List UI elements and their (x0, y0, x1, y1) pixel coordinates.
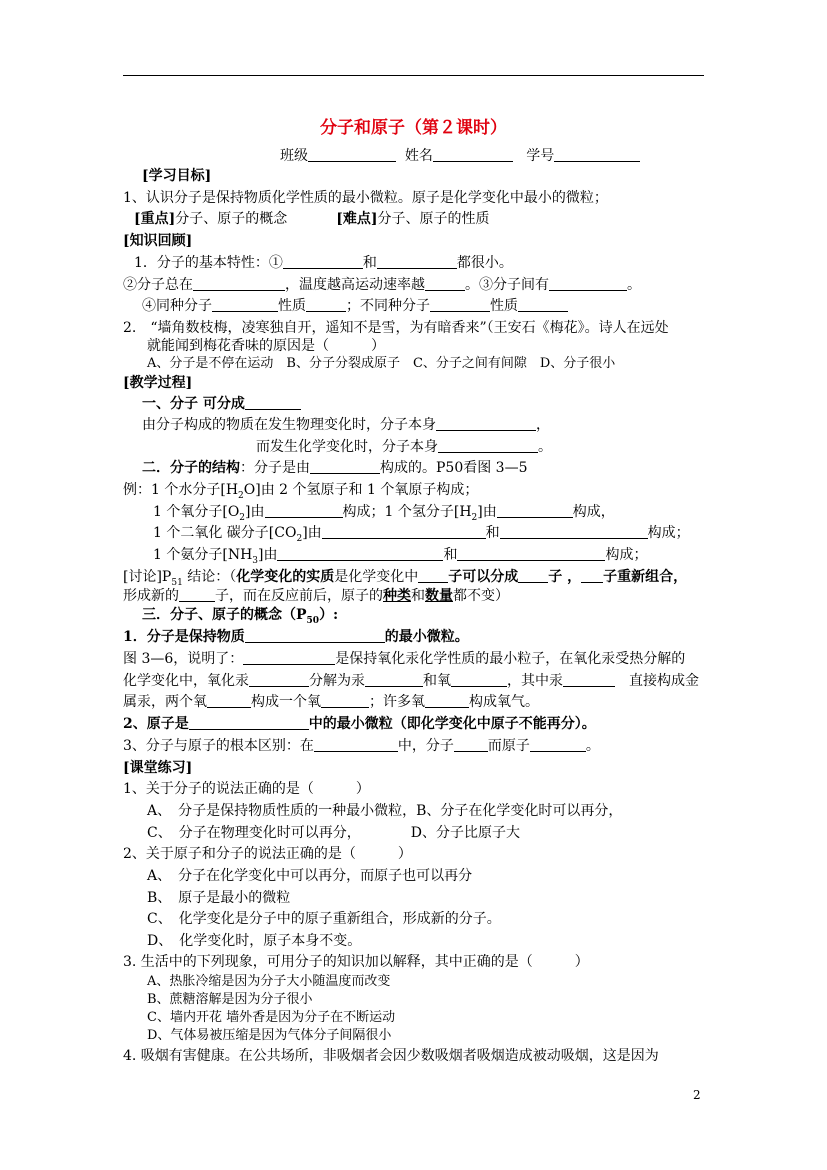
text: 是保持氧化汞化学性质的最小粒子，在氧化汞受热分解的 (335, 651, 686, 667)
text: 分解为汞 (309, 673, 365, 689)
header-rule (123, 75, 704, 76)
text: ；不同种分子 (346, 298, 430, 314)
subscript: 2 (239, 512, 246, 523)
blank[interactable] (500, 524, 648, 539)
practice-q1: 1、关于分子的说法正确的是（ ） (123, 781, 370, 797)
blank[interactable] (377, 254, 457, 269)
text: 由分子构成的物质在发生物理变化时，分子本身 (142, 417, 436, 433)
definition-atom (123, 715, 596, 733)
hard-label: [难点] (336, 211, 378, 227)
blank[interactable] (454, 737, 488, 752)
text: ：分子是由 (240, 460, 310, 476)
text: O]由 2 个氢原子和 1 个氧原子构成； (243, 482, 479, 498)
text: 都不变） (453, 588, 509, 604)
subscript: 2 (471, 512, 478, 523)
text: 构成；1 个氢分子[H (342, 504, 472, 520)
blank[interactable] (549, 276, 627, 291)
text: 和 (362, 255, 377, 271)
text: 而原子 (487, 738, 530, 754)
number-label: 学号 (526, 148, 555, 164)
text: 和 (485, 525, 500, 541)
section-practice: [课堂练习] (123, 760, 193, 776)
blank[interactable] (243, 650, 335, 665)
section-review: [知识回顾] (123, 233, 193, 249)
blank[interactable] (418, 568, 448, 583)
blank[interactable] (438, 438, 538, 453)
review-q1-line3 (142, 297, 568, 315)
blank[interactable] (321, 693, 369, 708)
blank[interactable] (277, 546, 443, 561)
text: 而发生化学变化时，分子本身 (256, 439, 438, 455)
text: 是化学变化中 (334, 569, 419, 585)
text: 和 (443, 547, 458, 563)
difference-line (123, 737, 600, 755)
page-number: 2 (693, 1088, 701, 1102)
text: ，其中汞 (507, 673, 563, 689)
review-q2-options: A、分子是不停在运动 B、分子分裂成原子 C、分子之间有间隙 D、分子很小 (147, 356, 616, 371)
process-s1-line2 (256, 438, 552, 456)
page-title: 分子和原子（第２课时） (320, 118, 507, 138)
text: 子重新组合， (603, 569, 688, 585)
process-s3-title (142, 606, 338, 630)
practice-q1-options-cd (147, 824, 520, 842)
text: 种类 (383, 588, 411, 604)
text: 二．分子的结构 (142, 460, 240, 476)
subscript: 51 (171, 577, 183, 588)
text: 2、原子是 (123, 716, 189, 732)
practice-q3: 3. 生活中的下列现象，可用分子的知识加以解释，其中正确的是（ ） (123, 954, 589, 970)
practice-q2: 2、关于原子和分子的说法正确的是（ ） (123, 846, 412, 862)
section-process: [教学过程] (123, 375, 193, 391)
blank[interactable] (189, 715, 309, 730)
text: ]由 (245, 504, 265, 520)
text: 三．分子、原子的概念（P (142, 607, 307, 623)
practice-q3-option-a: A、热胀冷缩是因为分子大小随温度而改变 (147, 974, 391, 989)
text: 。③分子间有 (465, 277, 549, 293)
review-q2-line1: 2. “墙角数枝梅，凌寒独自开，遥知不是雪，为有暗香来”（王安石《梅花》。诗人在远处 (123, 320, 669, 336)
text: 构成的。P50看图 3—5 (380, 460, 528, 476)
text: 例：1 个水分子[H (123, 482, 239, 498)
blank[interactable] (314, 737, 398, 752)
blank[interactable] (430, 297, 490, 312)
subscript: 2 (296, 533, 303, 544)
text: 1 个氨分子[NH (153, 547, 253, 563)
text: ]由 (477, 504, 497, 520)
class-label: 班级 (280, 148, 308, 164)
text: 1 个氧分子[O (153, 504, 240, 520)
practice-q4: 4. 吸烟有害健康。在公共场所，非吸烟者会因少数吸烟者吸烟造成被动吸烟，这是因为 (123, 1048, 659, 1064)
text: 。 (538, 439, 552, 455)
goal-item-1: 1、认识分子是保持物质化学性质的最小微粒。原子是化学变化中最小的微粒； (123, 190, 608, 206)
blank[interactable] (245, 628, 385, 643)
blank[interactable] (581, 568, 603, 583)
blank[interactable] (283, 254, 363, 269)
text: 。 (627, 277, 641, 293)
review-q1-line1 (134, 254, 513, 272)
blank[interactable] (310, 459, 380, 474)
name-field[interactable] (433, 147, 513, 162)
blank[interactable] (457, 546, 605, 561)
key-points (134, 210, 489, 228)
text: 和 (411, 588, 425, 604)
key-text: 分子、原子的概念 (175, 211, 288, 227)
blank[interactable] (249, 672, 309, 687)
review-q1-line2 (123, 276, 641, 294)
subscript: 3 (252, 555, 259, 566)
practice-q2-option-d: D、 化学变化时，原子本身不变。 (147, 933, 362, 949)
text: ]由 (258, 547, 278, 563)
figure-line3 (123, 693, 539, 711)
subscript: 2 (238, 490, 244, 501)
blank[interactable] (179, 587, 215, 602)
blank[interactable] (322, 524, 486, 539)
text: ，温度越高运动速率越 (285, 277, 425, 293)
practice-q3-option-c: C、墙内开花 墙外香是因为分子在不断运动 (147, 1010, 396, 1025)
hard-text: 分子、原子的性质 (377, 211, 490, 227)
name-label: 姓名 (404, 148, 433, 164)
student-info-row (280, 147, 640, 165)
figure-line2 (123, 672, 699, 690)
blank[interactable] (425, 276, 465, 291)
text: 构成， (572, 504, 615, 520)
text: 构成； (605, 547, 648, 563)
text: 的最小微粒。 (384, 629, 469, 645)
blank[interactable] (207, 693, 251, 708)
text: ；许多氧 (369, 694, 425, 710)
process-s1-title (142, 395, 301, 413)
blank[interactable] (425, 693, 469, 708)
text: ）: (319, 607, 339, 623)
blank[interactable] (212, 297, 278, 312)
option: D、分子比原子大 (410, 825, 520, 841)
text: 一、分子 可分成 (142, 396, 245, 412)
figure-line1 (123, 650, 685, 668)
process-s2-line (142, 459, 528, 477)
process-s1-line1 (142, 416, 550, 434)
practice-q2-option-c: C、 化学变化是分子中的原子重新组合，形成新的分子。 (147, 911, 501, 927)
option: C、 分子在物理变化时可以再分， (147, 825, 361, 841)
discussion-line2 (123, 587, 509, 605)
practice-q3-option-b: B、蔗糖溶解是因为分子很小 (147, 992, 313, 1007)
text: 图 3—6，说明了： (123, 651, 244, 667)
text: 构成一个氧 (251, 694, 321, 710)
text: 1．分子的基本特性：① (134, 255, 283, 271)
text: [讨论]P (123, 569, 172, 585)
text: 。 (585, 738, 600, 754)
text: 形成新的 (123, 588, 179, 604)
text: 1 个二氧化 碳分子[CO (153, 525, 297, 541)
text: 都很小。 (456, 255, 513, 271)
text: 化学变化中，氧化汞 (123, 673, 249, 689)
option: B、分子在化学变化时可以再分， (416, 803, 623, 819)
process-example-3 (153, 546, 647, 570)
practice-q2-option-a: A、 分子在化学变化中可以再分，而原子也可以再分 (147, 868, 473, 884)
blank[interactable] (497, 503, 573, 518)
text: ②分子总在 (123, 277, 193, 293)
blank[interactable] (518, 568, 548, 583)
text: 数量 (425, 588, 453, 604)
text: ]由 (302, 525, 322, 541)
text: 1．分子是保持物质 (123, 629, 245, 645)
practice-q2-option-b: B、 原子是最小的微粒 (147, 890, 291, 906)
text: 直接构成金 (615, 673, 699, 689)
blank[interactable] (518, 297, 568, 312)
text: 和氧 (423, 673, 451, 689)
blank[interactable] (365, 672, 423, 687)
blank[interactable] (530, 737, 586, 752)
blank[interactable] (193, 276, 285, 291)
text: ， (536, 417, 550, 433)
blank[interactable] (451, 672, 507, 687)
text: 构成； (647, 525, 690, 541)
definition-molecule (123, 628, 469, 646)
class-field[interactable] (308, 147, 396, 162)
text: 3、分子与原子的根本区别：在 (123, 738, 314, 754)
process-example-head (123, 481, 478, 505)
text: 子可以分成 (448, 569, 519, 585)
text: 属汞，两个氧 (123, 694, 207, 710)
review-q2-line2: 就能闻到梅花香味的原因是（ ） (147, 338, 385, 354)
text: ④同种分子 (142, 298, 212, 314)
text: 子 ， (548, 569, 582, 585)
text: 构成氧气。 (469, 694, 539, 710)
text: 化学变化的实质 (236, 569, 335, 585)
blank[interactable] (563, 672, 615, 687)
blank[interactable] (265, 503, 343, 518)
practice-q3-option-d: D、气体易被压缩是因为气体分子间隔很小 (147, 1028, 392, 1043)
blank[interactable] (245, 395, 301, 410)
text: 性质 (490, 298, 518, 314)
text: 中的最小微粒（即化学变化中原子不能再分）。 (308, 716, 596, 732)
option: A、 分子是保持物质性质的一种最小微粒， (147, 803, 417, 819)
process-example-2 (153, 524, 690, 548)
number-field[interactable] (554, 147, 640, 162)
practice-q1-options-ab (147, 802, 622, 820)
blank[interactable] (306, 297, 346, 312)
section-goals: [学习目标] (142, 168, 212, 184)
text: 结论：（ (182, 569, 237, 585)
text: 子，而在反应前后，原子的 (215, 588, 383, 604)
text: 性质 (278, 298, 306, 314)
key-label: [重点] (134, 211, 176, 227)
blank[interactable] (436, 416, 536, 431)
text: 中，分子 (397, 738, 454, 754)
subscript: 50 (306, 615, 320, 626)
